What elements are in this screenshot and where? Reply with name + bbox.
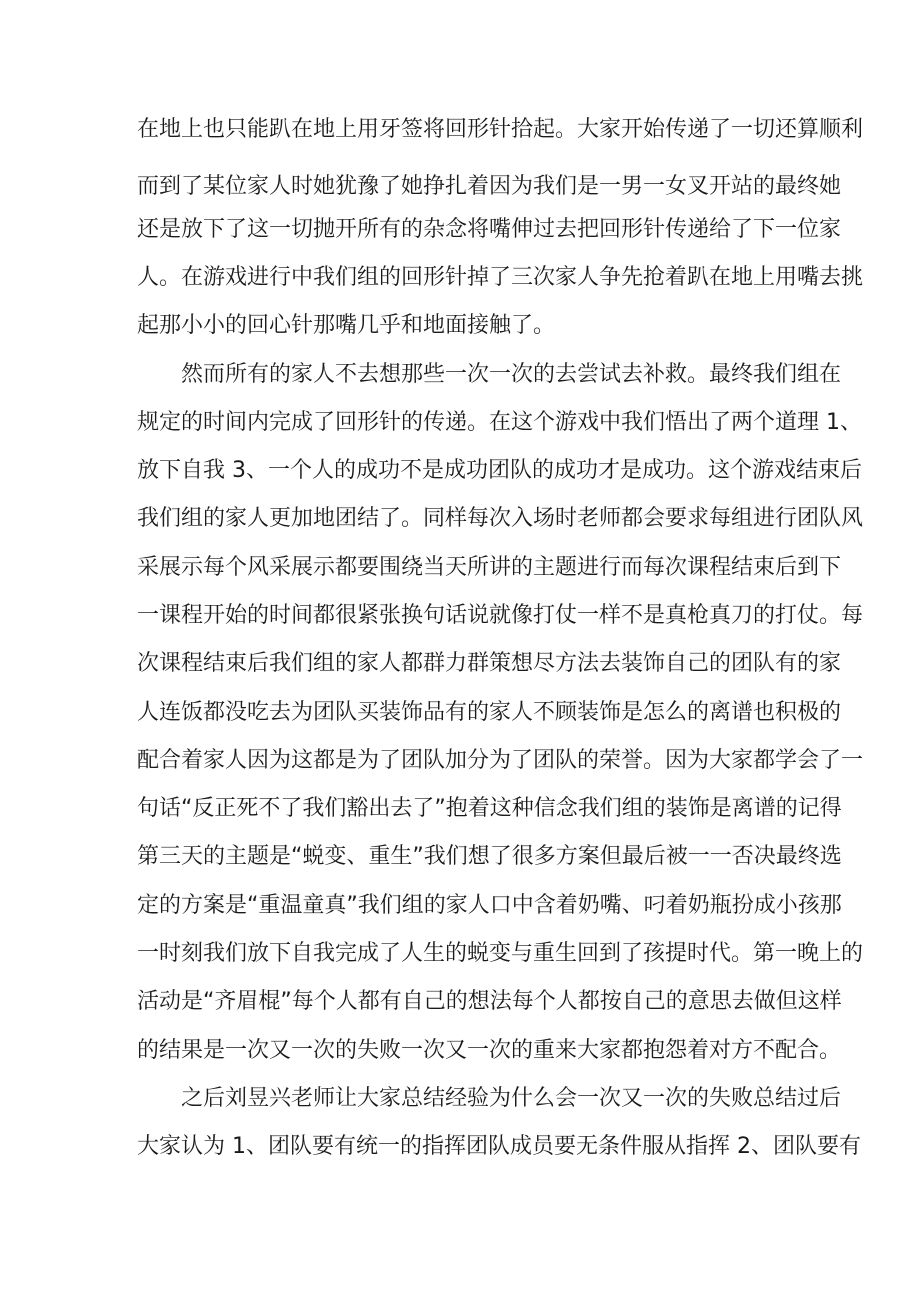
text-line: 在地上也只能趴在地上用牙签将回形针拾起。大家开始传递了一切还算顺利: [137, 117, 864, 142]
text-line: 次课程结束后我们组的家人都群力群策想尽方法去装饰自己的团队有的家: [137, 651, 842, 676]
text-line: 活动是“齐眉棍”每个人都有自己的想法每个人都按自己的意思去做但这样: [137, 989, 842, 1014]
text-line: 大家认为 1、团队要有统一的指挥团队成员要无条件服从指挥 2、团队要有: [137, 1134, 861, 1159]
text-line: 人。在游戏进行中我们组的回形针掉了三次家人争先抢着趴在地上用嘴去挑: [137, 265, 864, 290]
text-line: 的结果是一次又一次的失败一次又一次的重来大家都抱怨着对方不配合。: [137, 1038, 842, 1063]
text-line: 规定的时间内完成了回形针的传递。在这个游戏中我们悟出了两个道理 1、: [137, 410, 862, 435]
text-line: 人连饭都没吃去为团队买装饰品有的家人不顾装饰是怎么的离谱也积极的: [137, 700, 842, 725]
text-line: 句话“反正死不了我们豁出去了”抱着这种信念我们组的装饰是离谱的记得: [137, 796, 842, 821]
text-line: 配合着家人因为这都是为了团队加分为了团队的荣誉。因为大家都学会了一: [137, 748, 864, 773]
text-line: 一课程开始的时间都很紧张换句话说就像打仗一样不是真枪真刀的打仗。每: [137, 603, 864, 628]
paragraph-first-line: 之后刘昱兴老师让大家总结经验为什么会一次又一次的失败总结过后: [181, 1086, 842, 1111]
paragraph-first-line: 然而所有的家人不去想那些一次一次的去尝试去补救。最终我们组在: [181, 362, 842, 387]
text-line: 还是放下了这一切抛开所有的杂念将嘴伸过去把回形针传递给了下一位家: [137, 217, 842, 242]
text-line: 我们组的家人更加地团结了。同样每次入场时老师都会要求每组进行团队风: [137, 506, 864, 531]
text-line: 起那小小的回心针那嘴几乎和地面接触了。: [137, 313, 556, 338]
text-line: 采展示每个风采展示都要围绕当天所讲的主题进行而每次课程结束后到下: [137, 555, 842, 580]
text-line: 第三天的主题是“蜕变、重生”我们想了很多方案但最后被一一否决最终选: [137, 844, 842, 869]
text-line: 而到了某位家人时她犹豫了她挣扎着因为我们是一男一女叉开站的最终她: [137, 174, 842, 199]
text-line: 放下自我 3、一个人的成功不是成功团队的成功才是成功。这个游戏结束后: [137, 458, 862, 483]
text-line: 定的方案是“重温童真”我们组的家人口中含着奶嘴、叼着奶瓶扮成小孩那: [137, 893, 842, 918]
text-line: 一时刻我们放下自我完成了人生的蜕变与重生回到了孩提时代。第一晚上的: [137, 941, 864, 966]
